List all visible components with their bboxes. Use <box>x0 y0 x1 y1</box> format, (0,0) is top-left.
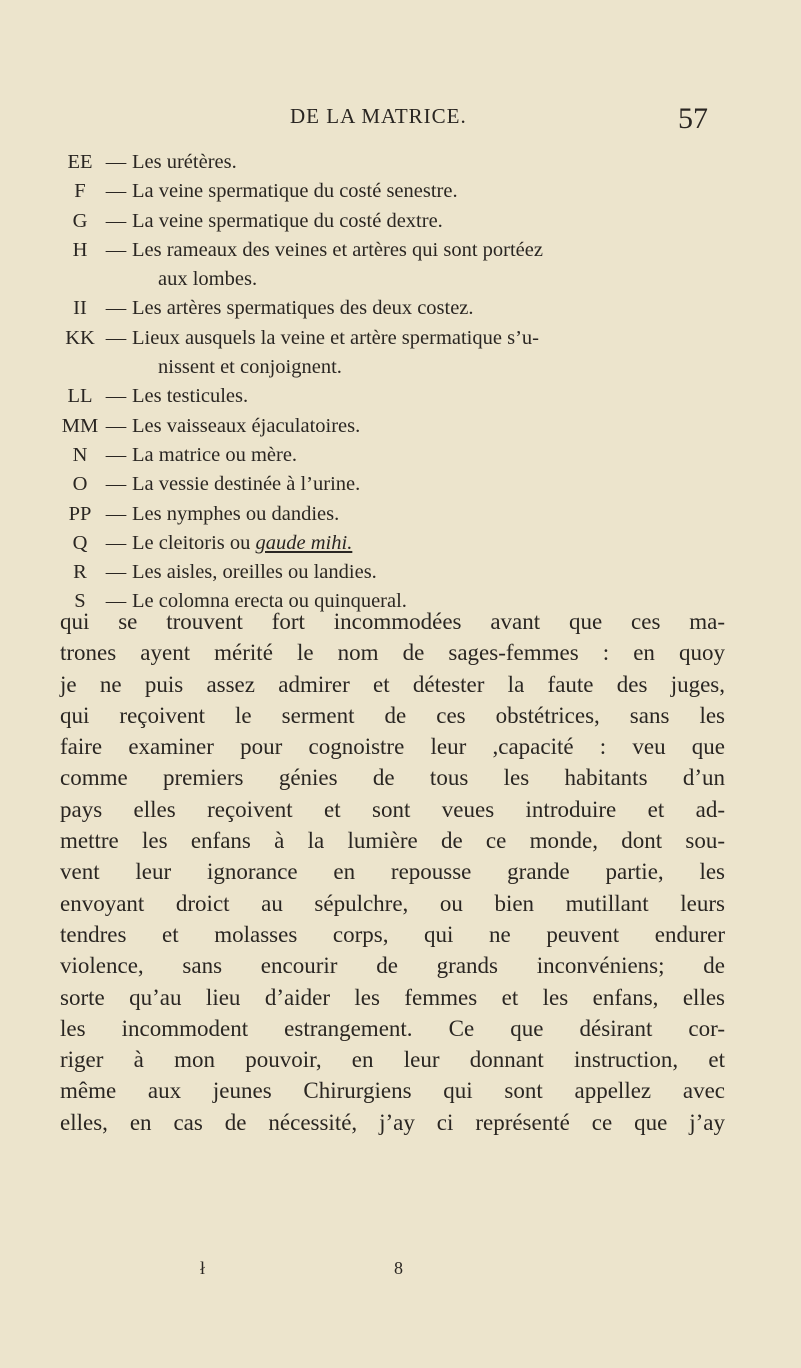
legend-dash: — <box>105 414 127 437</box>
text-line: comme premiers génies de tous les habitants d’un <box>60 765 725 791</box>
legend-description: Les nymphes ou dandies. <box>132 502 340 525</box>
legend-item <box>60 529 740 558</box>
page-number: 57 <box>678 102 708 135</box>
legend-description: Le cleitoris ou gaude mihi. <box>132 531 353 554</box>
legend-description: La veine spermatique du costé senestre. <box>132 180 458 203</box>
text-line: mettre les enfans à la lumière de ce monde, dont sou- <box>60 828 725 854</box>
legend-description: Les rameaux des veines et artères qui sont portéez aux lombes. <box>132 238 543 291</box>
legend-dash: — <box>105 502 127 525</box>
signature-mark: 8 <box>394 1258 403 1278</box>
legend-letter: MM <box>61 414 99 437</box>
legend-letter: Q <box>72 531 88 554</box>
legend-item <box>60 412 740 441</box>
legend-letter: G <box>72 209 88 232</box>
legend-dash: — <box>105 209 127 232</box>
legend-item <box>60 470 740 499</box>
legend-dash: — <box>105 297 127 320</box>
latin-phrase: gaude mihi. <box>255 531 353 554</box>
legend-dash: — <box>105 531 127 554</box>
text-line: faire examiner pour cognoistre leur ,capacité : veu que <box>60 734 725 760</box>
legend-letter: LL <box>67 385 93 408</box>
legend-item <box>60 441 740 470</box>
page-header <box>0 104 801 144</box>
legend-item <box>60 324 740 383</box>
legend-letter: KK <box>65 326 95 349</box>
running-title: DE LA MATRICE. <box>290 104 467 128</box>
legend-item <box>60 294 740 323</box>
body-paragraph <box>60 606 725 1138</box>
text-line: qui se trouvent fort incommodées avant que ces ma- <box>60 609 725 634</box>
legend-description: La matrice ou mère. <box>132 443 298 466</box>
legend-letter: EE <box>67 151 93 173</box>
legend-letter: H <box>72 238 88 261</box>
legend-description: Lieux ausquels la veine et artère spermatique s’u- nissent et conjoignent. <box>132 326 539 379</box>
legend-description: Les testicules. <box>132 385 249 408</box>
text-line: riger à mon pouvoir, en leur donnant instruction, et <box>60 1047 725 1073</box>
text-line: violence, sans encourir de grands inconvéniens; de <box>60 953 725 979</box>
legend-description: Les artères spermatiques des deux costez. <box>132 297 474 320</box>
legend-dash: — <box>105 180 127 203</box>
footer-mark: ł <box>200 1258 206 1278</box>
legend-description: Les vaisseaux éjaculatoires. <box>132 414 361 437</box>
legend-item <box>60 236 740 295</box>
legend-description: Les aisles, oreilles ou landies. <box>132 561 377 584</box>
text-line: même aux jeunes Chirurgiens qui sont appellez avec <box>60 1078 725 1104</box>
legend-letter: F <box>74 180 86 203</box>
legend-letter: S <box>74 590 86 613</box>
text-line: je ne puis assez admirer et détester la faute des juges, <box>60 671 725 697</box>
text-line: qui reçoivent le serment de ces obstétrices, sans les <box>60 702 725 728</box>
figure-legend <box>60 148 740 617</box>
legend-dash: — <box>105 326 127 349</box>
legend-description: La vessie destinée à l’urine. <box>132 473 361 496</box>
legend-dash: — <box>105 238 127 261</box>
legend-description: Les urétères. <box>132 151 237 173</box>
legend-dash: — <box>105 590 127 613</box>
text-line: vent leur ignorance en repousse grande partie, les <box>60 859 725 885</box>
legend-letter: PP <box>68 502 92 525</box>
legend-item <box>60 558 740 587</box>
legend-description: Le colomna erecta ou quinqueral. <box>132 590 407 613</box>
text-line: trones ayent mérité le nom de sages-femmes : en quoy <box>60 640 725 666</box>
legend-letter: O <box>72 473 88 496</box>
page-footer <box>0 1258 801 1288</box>
legend-item <box>60 177 740 206</box>
legend-dash: — <box>105 385 127 408</box>
text-line: elles, en cas de nécessité, j’ay ci représenté ce que j’ay <box>60 1109 725 1135</box>
legend-dash: — <box>105 561 127 584</box>
text-line: sorte qu’au lieu d’aider les femmes et les enfans, elles <box>60 984 725 1010</box>
legend-letter: N <box>72 443 88 466</box>
legend-dash: — <box>105 151 127 173</box>
text-line: tendres et molasses corps, qui ne peuvent endurer <box>60 921 725 947</box>
text-line: envoyant droict au sépulchre, ou bien mutillant leurs <box>60 890 725 916</box>
legend-description: La veine spermatique du costé dextre. <box>132 209 443 232</box>
legend-dash: — <box>105 443 127 466</box>
legend-letter: II <box>73 297 87 320</box>
legend-item <box>60 382 740 411</box>
legend-dash: — <box>105 473 127 496</box>
legend-letter: R <box>73 561 87 584</box>
legend-item <box>60 500 740 529</box>
text-line: les incommodent estrangement. Ce que désirant cor- <box>60 1015 725 1041</box>
legend-item <box>60 207 740 236</box>
text-line: pays elles reçoivent et sont veues introduire et ad- <box>60 796 725 822</box>
legend-item <box>60 148 740 177</box>
